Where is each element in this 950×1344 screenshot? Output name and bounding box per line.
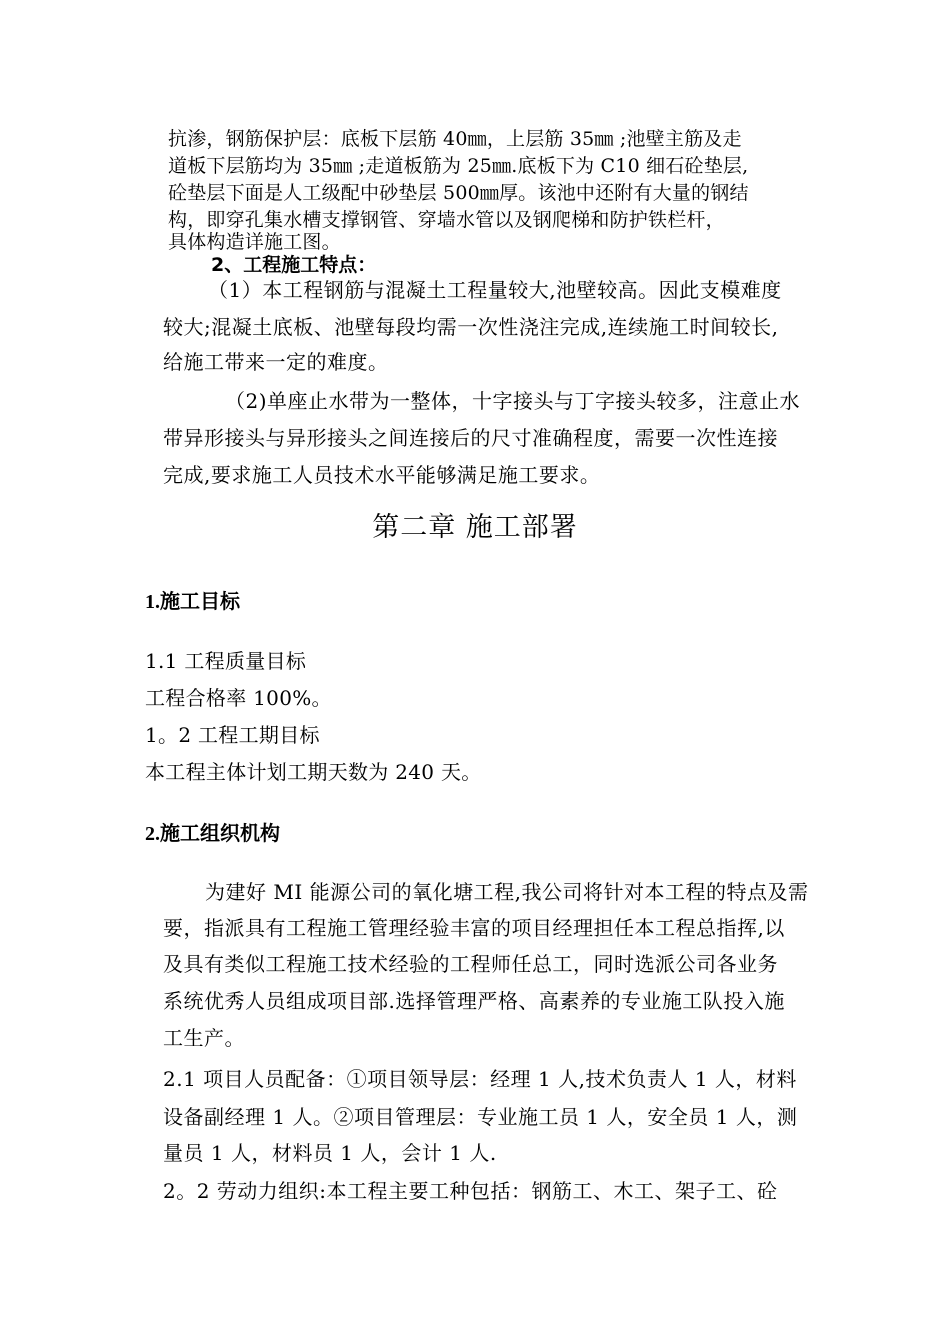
paragraph-line: 具体构造详施工图。 [168,231,341,253]
paragraph-line: 工生产。 [163,1026,245,1050]
paragraph-line: 完成,要求施工人员技术水平能够满足施工要求。 [163,463,601,487]
paragraph-line: 系统优秀人员组成项目部.选择管理严格、高素养的专业施工队投入施 [163,989,785,1013]
paragraph-line: 本工程主体计划工期天数为 240 天。 [145,760,482,784]
paragraph-line: 要，指派具有工程施工管理经验丰富的项目经理担任本工程总指挥,以 [163,916,785,940]
paragraph-line: 砼垫层下面是人工级配中砂垫层 500㎜厚。该池中还附有大量的钢结 [168,182,749,204]
paragraph-line: 抗渗，钢筋保护层：底板下层筋 40㎜，上层筋 35㎜ ;池壁主筋及走 [168,128,742,150]
paragraph-line: 2。2 劳动力组织:本工程主要工种包括：钢筋工、木工、架子工、砼 [163,1179,778,1203]
paragraph-line: 为建好 MI 能源公司的氧化塘工程,我公司将针对本工程的特点及需 [205,880,809,904]
paragraph-line: 构，即穿孔集水槽支撑钢管、穿墙水管以及钢爬梯和防护铁栏杆， [168,209,725,231]
section-heading: 2.施工组织机构 [145,823,280,845]
section-heading: 2、工程施工特点： [211,254,377,276]
paragraph-line: （2)单座止水带为一整体，十字接头与丁字接头较多，注意止水 [225,389,801,413]
paragraph-line: 量员 1 人，材料员 1 人，会计 1 人. [163,1141,497,1165]
paragraph-line: 工程合格率 100%。 [145,686,332,710]
paragraph-line: 道板下层筋均为 35㎜ ;走道板筋为 25㎜.底板下为 C10 细石砼垫层, [168,155,749,177]
paragraph-line: （1）本工程钢筋与混凝土工程量较大,池壁较高。因此支模难度 [208,278,782,302]
chapter-title: 第二章 施工部署 [372,512,578,543]
paragraph-line: 及具有类似工程施工技术经验的工程师任总工，同时选派公司各业务 [163,952,778,976]
paragraph-line: 设备副经理 1 人。②项目管理层：专业施工员 1 人，安全员 1 人，测 [163,1105,798,1129]
paragraph-line: 给施工带来一定的难度。 [163,350,389,374]
paragraph-line: 1。2 工程工期目标 [145,723,320,747]
section-heading: 1.施工目标 [145,591,240,613]
paragraph-line: 带异形接头与异形接头之间连接后的尺寸准确程度，需要一次性连接 [163,426,778,450]
paragraph-line: 1.1 工程质量目标 [145,649,307,673]
paragraph-line: 较大;混凝土底板、池壁每段均需一次性浇注完成,连续施工时间较长, [163,315,779,339]
paragraph-line: 2.1 项目人员配备：①项目领导层：经理 1 人,技术负责人 1 人，材料 [163,1067,797,1091]
